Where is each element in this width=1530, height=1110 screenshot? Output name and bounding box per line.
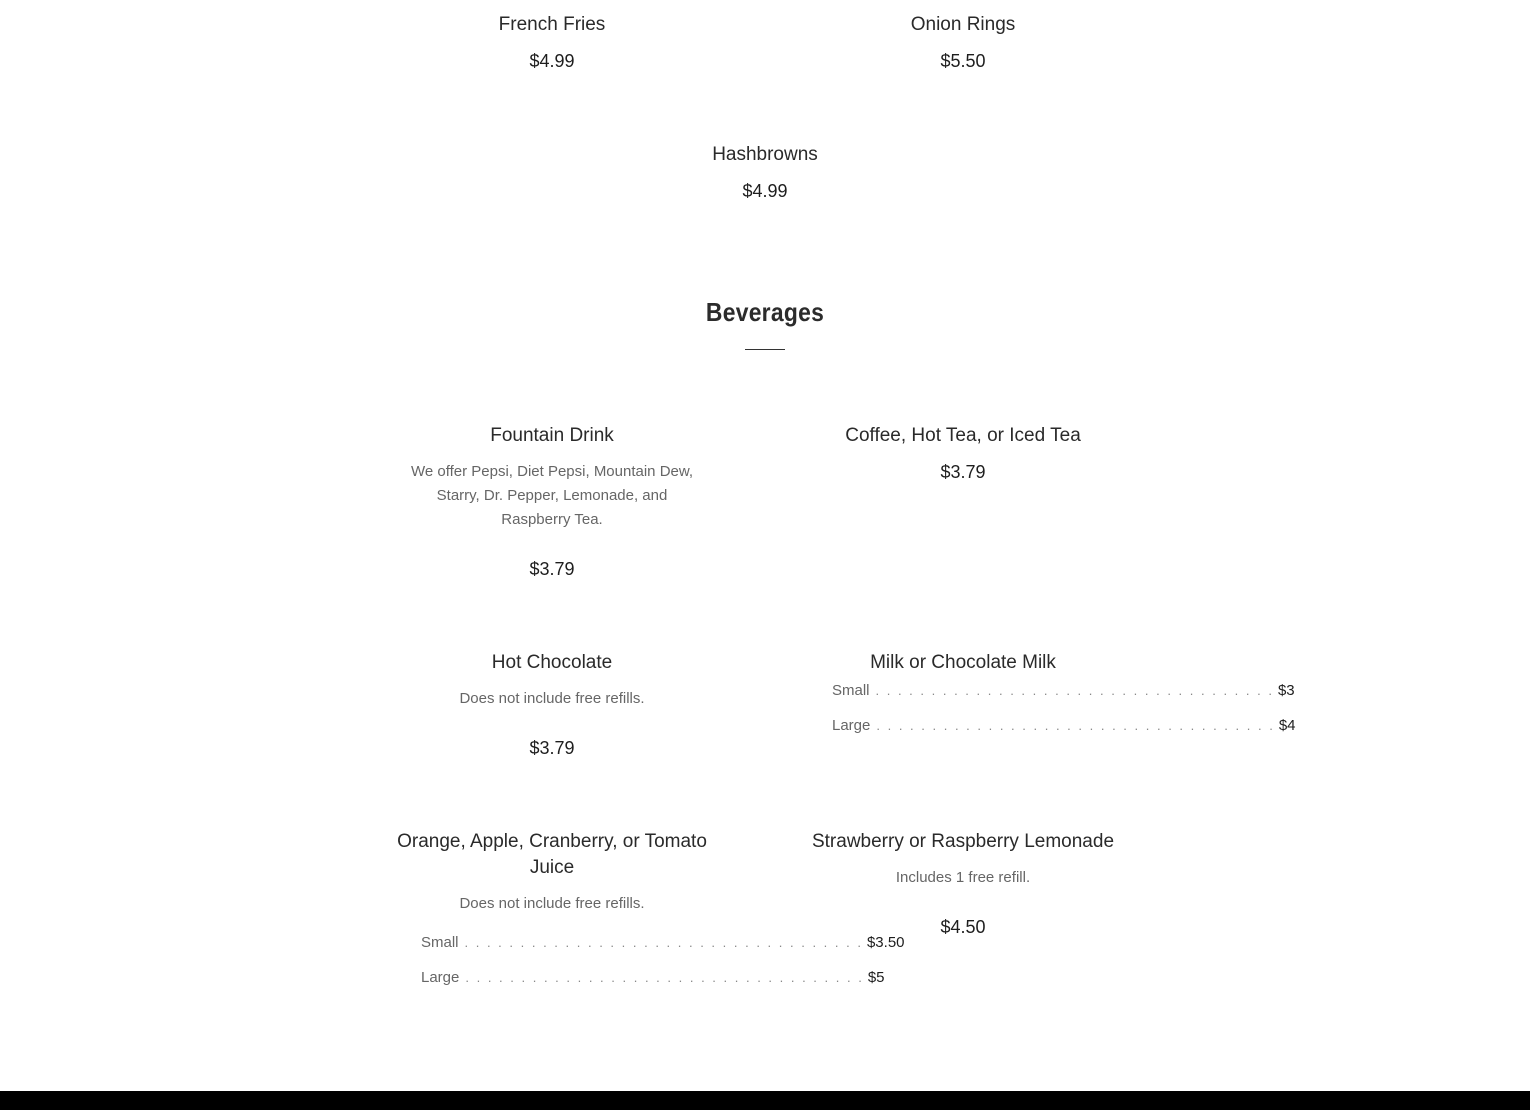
item-price: $5.50 — [940, 51, 986, 71]
item-name: Orange, Apple, Cranberry, or Tomato Juice — [397, 831, 707, 878]
menu-item-lemonade — [808, 829, 1118, 939]
menu-item-french-fries — [397, 12, 707, 73]
item-name: Coffee, Hot Tea, or Iced Tea — [845, 425, 1081, 446]
size-price: $5 — [867, 969, 885, 986]
size-price: $4 — [1278, 717, 1296, 734]
item-name: Hot Chocolate — [491, 652, 613, 673]
size-row — [421, 934, 905, 969]
size-price-list — [832, 682, 1296, 752]
size-label: Large — [421, 969, 460, 986]
item-price: $4.99 — [529, 51, 575, 71]
menu-item-hot-chocolate — [397, 650, 707, 760]
item-description: We offer Pepsi, Diet Pepsi, Mountain Dew, Starry, Dr. Pepper, Lemonade, and Raspberry Tea. — [410, 463, 694, 528]
size-row — [832, 717, 1296, 752]
size-label: Large — [832, 717, 871, 734]
item-name: Strawberry or Raspberry Lemonade — [811, 831, 1115, 852]
item-price: $3.79 — [529, 559, 575, 579]
menu-item-juice — [397, 829, 905, 1004]
size-label: Small — [421, 934, 459, 951]
section-heading-beverages: Beverages — [705, 297, 825, 327]
menu-item-hashbrowns — [610, 142, 920, 203]
menu-item-onion-rings — [808, 12, 1118, 73]
item-name: Milk or Chocolate Milk — [870, 652, 1056, 673]
dot-leader: . . . . . . . . . . . . . . . . . . . . . . . . . . . . . . . . . . . . — [464, 935, 863, 950]
item-name: Fountain Drink — [490, 425, 614, 446]
size-price-list — [421, 934, 905, 1004]
item-name: Hashbrowns — [712, 144, 818, 165]
size-price: $3.50 — [866, 934, 905, 951]
item-price: $3.79 — [529, 738, 575, 758]
menu-item-fountain-drink — [397, 423, 707, 581]
size-label: Small — [832, 682, 870, 699]
size-row — [421, 969, 885, 1004]
item-name: French Fries — [498, 14, 606, 35]
footer — [0, 1091, 1530, 1110]
item-price: $3.79 — [940, 462, 986, 482]
dot-leader: . . . . . . . . . . . . . . . . . . . . . . . . . . . . . . . . . . . . — [876, 718, 1275, 733]
size-row — [832, 682, 1295, 717]
size-price: $3 — [1277, 682, 1295, 699]
dot-leader: . . . . . . . . . . . . . . . . . . . . . . . . . . . . . . . . . . . . — [465, 970, 864, 985]
menu-item-milk — [808, 650, 1296, 752]
section-divider — [745, 349, 785, 350]
item-description: Does not include free refills. — [459, 895, 645, 912]
item-name: Onion Rings — [910, 14, 1016, 35]
item-description: Includes 1 free refill. — [895, 869, 1031, 886]
item-price: $4.50 — [940, 917, 986, 937]
menu-item-coffee-tea — [808, 423, 1118, 484]
item-description: Does not include free refills. — [459, 690, 645, 707]
dot-leader: . . . . . . . . . . . . . . . . . . . . . . . . . . . . . . . . . . . . — [875, 683, 1274, 698]
item-price: $4.99 — [742, 181, 788, 201]
